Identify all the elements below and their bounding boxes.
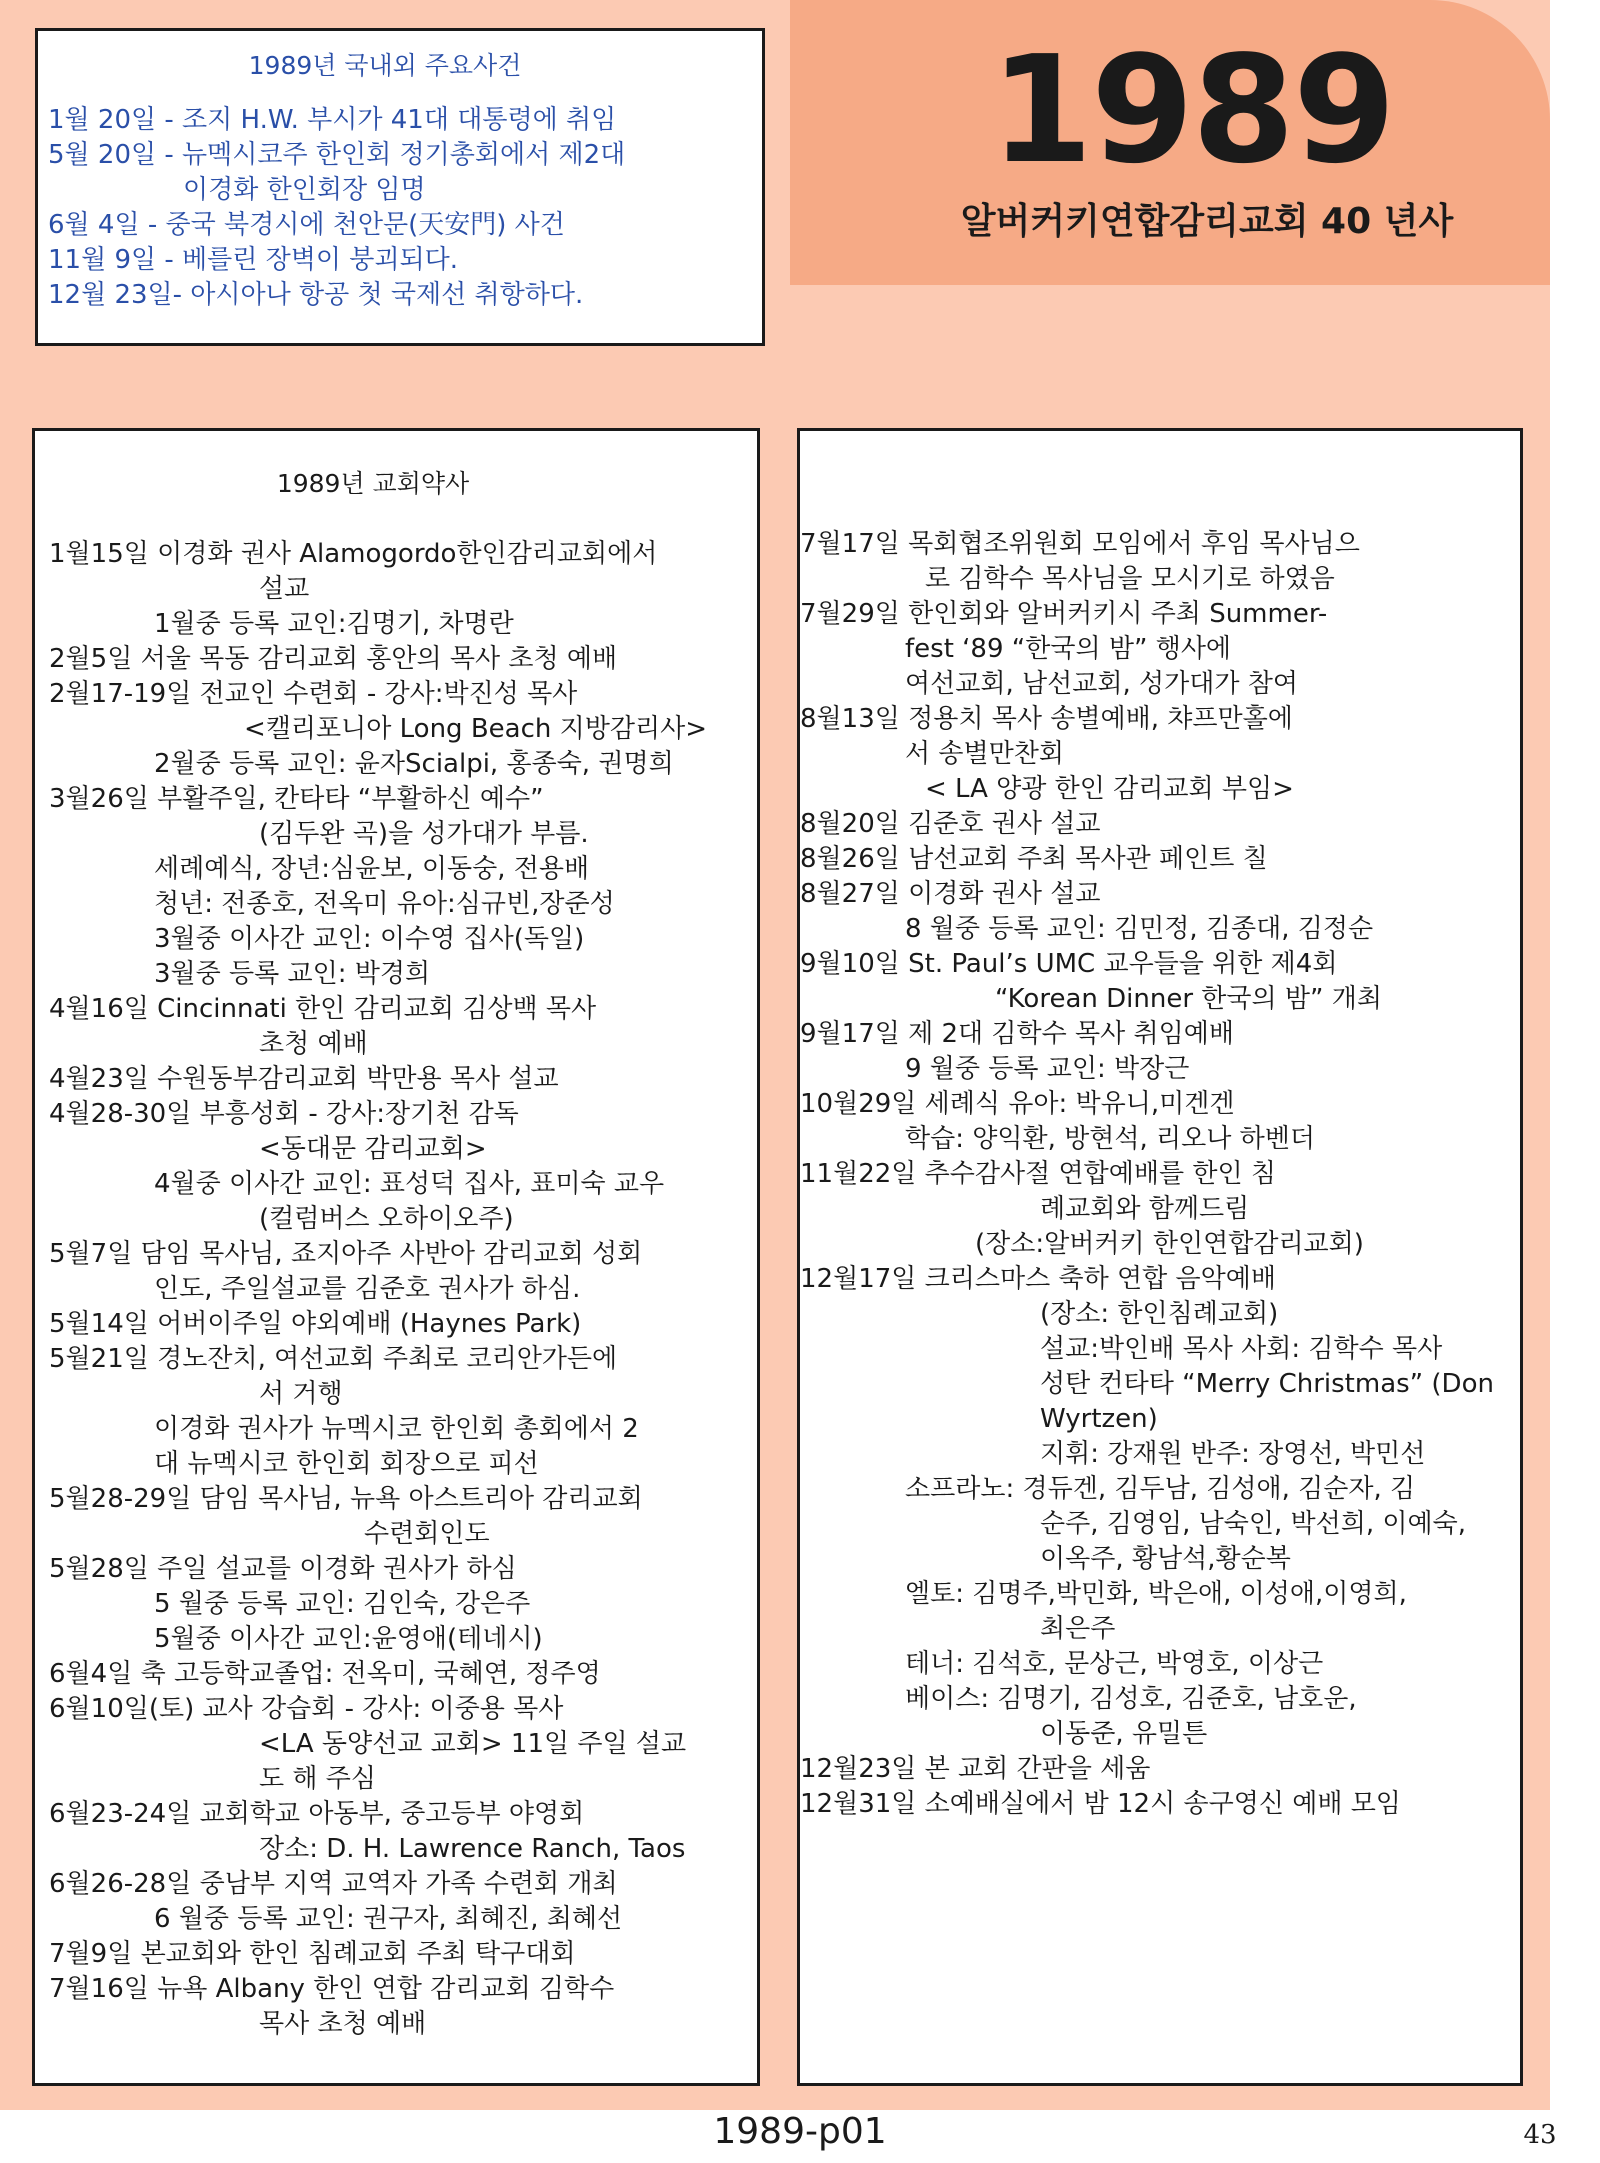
history-entry: 12월17일 크리스마스 축하 연합 음악예배: [800, 1264, 1276, 1294]
history-entry: 설교:박인배 목사 사회: 김학수 목사: [1040, 1334, 1443, 1364]
history-entry: 2월5일 서울 목동 감리교회 홍안의 목사 초청 예배: [49, 644, 618, 674]
history-entry: 4월23일 수원동부감리교회 박만용 목사 설교: [49, 1064, 559, 1094]
history-entry: 2월중 등록 교인: 윤자Scialpi, 홍종숙, 권명희: [154, 749, 674, 779]
history-entry: 순주, 김영임, 남숙인, 박선희, 이예숙,: [1040, 1509, 1467, 1539]
history-entry: 설교: [259, 574, 310, 604]
history-entry: 7월16일 뉴욕 Albany 한인 연합 감리교회 김학수: [49, 1974, 615, 2004]
history-entry: 대 뉴멕시코 한인회 회장으로 피선: [154, 1449, 539, 1479]
history-entry: 베이스: 김명기, 김성호, 김준호, 남호운,: [905, 1684, 1357, 1714]
history-entry: 4월28-30일 부흥성회 - 강사:장기천 감독: [49, 1099, 519, 1129]
history-entry: 소프라노: 경듀겐, 김두남, 김성애, 김순자, 김: [905, 1474, 1416, 1504]
history-entry: 5월14일 어버이주일 야외예배 (Haynes Park): [49, 1309, 582, 1339]
history-entry: 5월28일 주일 설교를 이경화 권사가 하심: [49, 1554, 517, 1584]
page-number: 43: [1523, 2120, 1557, 2150]
history-entry: 5월중 이사간 교인:윤영애(테네시): [154, 1624, 543, 1654]
history-entry: 1월중 등록 교인:김명기, 차명란: [154, 609, 514, 639]
history-entry: 4월중 이사간 교인: 표성덕 집사, 표미숙 교우: [154, 1169, 665, 1199]
history-entry: 8월26일 남선교회 주최 목사관 페인트 칠: [800, 844, 1268, 874]
history-entry: 3월26일 부활주일, 칸타타 “부활하신 예수”: [49, 784, 544, 814]
history-entry: 서 거행: [259, 1379, 343, 1409]
history-entry: 로 김학수 목사님을 모시기로 하였음: [925, 564, 1335, 594]
history-entry: Wyrtzen): [1040, 1404, 1158, 1434]
history-entry: “Korean Dinner 한국의 밤” 개최: [995, 984, 1382, 1014]
history-entry: 성탄 컨타타 “Merry Christmas” (Don: [1040, 1369, 1494, 1399]
history-entry: 엘토: 김명주,박민화, 박은애, 이성애,이영희,: [905, 1579, 1407, 1609]
history-entry: 6월10일(토) 교사 강습회 - 강사: 이중용 목사: [49, 1694, 564, 1724]
history-entry: 도 해 주심: [259, 1764, 376, 1794]
history-entry: fest ‘89 “한국의 밤” 행사에: [905, 634, 1232, 664]
history-entry: (장소:알버커키 한인연합감리교회): [975, 1229, 1364, 1259]
church-history-left-column: [32, 428, 760, 2086]
history-entry: 9월10일 St. Paul’s UMC 교우들을 위한 제4회: [800, 949, 1338, 979]
world-event-line: 11월 9일 - 베를린 장벽이 붕괴되다.: [48, 245, 458, 275]
history-entry: 이옥주, 황남석,황순복: [1040, 1544, 1291, 1574]
history-entry: 10월29일 세례식 유아: 박유니,미겐겐: [800, 1089, 1235, 1119]
church-history-title: 1989년 교회약사: [276, 469, 470, 498]
history-entry: 례교회와 함께드림: [1040, 1194, 1250, 1224]
history-entry: 수련회인도: [364, 1519, 490, 1549]
history-entry: 5월21일 경노잔치, 여선교회 주최로 코리안가든에: [49, 1344, 618, 1374]
history-entry: 이동준, 유밀튼: [1040, 1719, 1208, 1749]
history-entry: (김두완 곡)을 성가대가 부름.: [259, 819, 589, 849]
history-entry: 7월9일 본교회와 한인 침례교회 주최 탁구대회: [49, 1939, 576, 1969]
history-entry: 8월13일 정용치 목사 송별예배, 챠프만홀에: [800, 704, 1293, 734]
history-entry: (컬럼버스 오하이오주): [259, 1204, 514, 1234]
history-entry: 세례예식, 장년:심윤보, 이동숭, 전용배: [154, 854, 590, 884]
history-entry: 7월29일 한인회와 알버커키시 주최 Summer-: [800, 599, 1328, 629]
history-entry: 5월7일 담임 목사님, 죠지아주 사반아 감리교회 성회: [49, 1239, 643, 1269]
history-entry: <동대문 감리교회>: [259, 1134, 487, 1164]
history-entry: 5월28-29일 담임 목사님, 뉴욕 아스트리아 감리교회: [49, 1484, 643, 1514]
history-entry: 3월중 등록 교인: 박경희: [154, 959, 431, 989]
history-entry: 3월중 이사간 교인: 이수영 집사(독일): [154, 924, 585, 954]
history-entry: 7월17일 목회협조위원회 모임에서 후임 목사님으: [800, 529, 1360, 559]
year-title: 1989: [990, 24, 1394, 196]
history-entry: 5 월중 등록 교인: 김인숙, 강은주: [154, 1589, 531, 1619]
history-entry: 장소: D. H. Lawrence Ranch, Taos: [259, 1834, 686, 1864]
book-title: 알버커키연합감리교회 40 년사: [960, 201, 1454, 242]
history-entry: 인도, 주일설교를 김준호 권사가 하심.: [154, 1274, 581, 1304]
history-entry: 청년: 전종호, 전옥미 유아:심규빈,장준성: [154, 889, 615, 919]
church-history-right-column: [797, 428, 1523, 2086]
history-entry: 6월4일 축 고등학교졸업: 전옥미, 국혜연, 정주영: [49, 1659, 601, 1689]
world-event-line: 6월 4일 - 중국 북경시에 천안문(天安門) 사건: [48, 210, 565, 240]
history-entry: 4월16일 Cincinnati 한인 감리교회 김상백 목사: [49, 994, 597, 1024]
page-code: 1989-p01: [713, 2111, 887, 2152]
history-entry: <캘리포니아 Long Beach 지방감리사>: [244, 714, 707, 744]
history-entry: 8월27일 이경화 권사 설교: [800, 879, 1101, 909]
history-entry: 6월26-28일 중남부 지역 교역자 가족 수련회 개최: [49, 1869, 618, 1899]
world-event-line: 이경화 한인회장 임명: [183, 175, 426, 205]
history-entry: 8 월중 등록 교인: 김민정, 김종대, 김정순: [905, 914, 1374, 944]
history-entry: 12월31일 소예배실에서 밤 12시 송구영신 예배 모임: [800, 1789, 1401, 1819]
history-entry: 8월20일 김준호 권사 설교: [800, 809, 1101, 839]
history-entry: 지휘: 강재원 반주: 장영선, 박민선: [1040, 1439, 1426, 1469]
history-entry: 11월22일 추수감사절 연합예배를 한인 침: [800, 1159, 1276, 1189]
world-events-box: [35, 28, 765, 346]
history-entry: 여선교회, 남선교회, 성가대가 참여: [905, 669, 1298, 699]
world-event-line: 12월 23일- 아시아나 항공 첫 국제선 취항하다.: [48, 280, 584, 310]
history-entry: 서 송별만찬회: [905, 739, 1064, 769]
world-event-line: 1월 20일 - 조지 H.W. 부시가 41대 대통령에 취임: [48, 105, 617, 135]
history-entry: 초청 예배: [259, 1029, 368, 1059]
history-entry: 최은주: [1040, 1614, 1116, 1644]
history-entry: 이경화 권사가 뉴멕시코 한인회 총회에서 2: [154, 1414, 639, 1444]
history-entry: 6 월중 등록 교인: 권구자, 최혜진, 최혜선: [154, 1904, 623, 1934]
history-entry: < LA 양광 한인 감리교회 부임>: [925, 774, 1294, 804]
history-entry: 1월15일 이경화 권사 Alamogordo한인감리교회에서: [49, 539, 658, 569]
history-entry: 목사 초청 예배: [259, 2009, 427, 2039]
history-entry: (장소: 한인침례교회): [1040, 1299, 1279, 1329]
world-events-title: 1989년 국내외 주요사건: [248, 51, 522, 80]
world-event-line: 5월 20일 - 뉴멕시코주 한인회 정기총회에서 제2대: [48, 140, 626, 170]
history-entry: 6월23-24일 교회학교 아동부, 중고등부 야영회: [49, 1799, 585, 1829]
history-entry: 12월23일 본 교회 간판을 세움: [800, 1754, 1151, 1784]
history-entry: 테너: 김석호, 문상근, 박영호, 이상근: [905, 1649, 1324, 1679]
history-entry: 9 월중 등록 교인: 박장근: [905, 1054, 1190, 1084]
history-entry: 학습: 양익환, 방현석, 리오나 하벤더: [905, 1124, 1315, 1154]
history-entry: 9월17일 제 2대 김학수 목사 취임예배: [800, 1019, 1234, 1049]
history-entry: <LA 동양선교 교회> 11일 주일 설교: [259, 1729, 687, 1759]
history-entry: 2월17-19일 전교인 수련회 - 강사:박진성 목사: [49, 679, 578, 709]
